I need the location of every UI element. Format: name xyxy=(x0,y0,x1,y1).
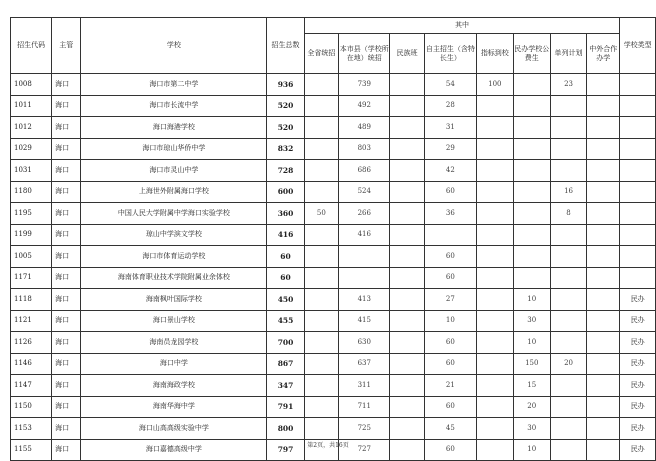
cell-total: 867 xyxy=(267,353,304,375)
cell-type xyxy=(620,267,656,289)
cell-sub-4 xyxy=(477,246,513,268)
header-sub-6: 单列计划 xyxy=(550,34,586,74)
cell-code: 1121 xyxy=(11,310,52,332)
cell-sub-7 xyxy=(587,117,620,139)
cell-sub-7 xyxy=(587,289,620,311)
cell-sub-2 xyxy=(390,332,424,354)
cell-code: 1012 xyxy=(11,117,52,139)
table-row xyxy=(11,160,656,182)
cell-sub-6 xyxy=(550,289,586,311)
cell-type xyxy=(620,181,656,203)
header-sub-5: 民办学校公费生 xyxy=(513,34,550,74)
cell-sub-6 xyxy=(550,117,586,139)
cell-type: 民办 xyxy=(620,396,656,418)
cell-sub-5 xyxy=(513,95,550,117)
header-total: 招生总数 xyxy=(267,18,304,74)
cell-sub-2 xyxy=(390,310,424,332)
cell-sub-1: 637 xyxy=(339,353,390,375)
cell-sub-0 xyxy=(304,310,338,332)
cell-sub-3: 28 xyxy=(424,95,476,117)
cell-dept: 海口 xyxy=(52,246,81,268)
header-sub-7: 中外合作办学 xyxy=(587,34,620,74)
cell-sub-1: 803 xyxy=(339,138,390,160)
cell-dept: 海口 xyxy=(52,289,81,311)
cell-sub-4: 100 xyxy=(477,74,513,96)
cell-sub-3: 60 xyxy=(424,181,476,203)
cell-sub-6 xyxy=(550,246,586,268)
cell-sub-3: 29 xyxy=(424,138,476,160)
cell-school: 海南海政学校 xyxy=(81,375,267,397)
table-row xyxy=(11,181,656,203)
cell-code: 1008 xyxy=(11,74,52,96)
cell-school: 海口景山学校 xyxy=(81,310,267,332)
cell-sub-4 xyxy=(477,375,513,397)
cell-sub-3: 45 xyxy=(424,418,476,440)
cell-total: 520 xyxy=(267,95,304,117)
cell-total: 728 xyxy=(267,160,304,182)
table-row xyxy=(11,267,656,289)
cell-sub-5: 10 xyxy=(513,289,550,311)
cell-sub-2 xyxy=(390,181,424,203)
cell-type: 民办 xyxy=(620,418,656,440)
cell-total: 455 xyxy=(267,310,304,332)
cell-sub-7 xyxy=(587,160,620,182)
table-row xyxy=(11,246,656,268)
header-sub-0: 全省统招 xyxy=(304,34,338,74)
cell-sub-1: 492 xyxy=(339,95,390,117)
cell-sub-3: 21 xyxy=(424,375,476,397)
table-row xyxy=(11,289,656,311)
cell-code: 1195 xyxy=(11,203,52,225)
cell-sub-7 xyxy=(587,203,620,225)
table-row xyxy=(11,418,656,440)
cell-dept: 海口 xyxy=(52,396,81,418)
cell-dept: 海口 xyxy=(52,375,81,397)
cell-code: 1199 xyxy=(11,224,52,246)
cell-type xyxy=(620,138,656,160)
cell-sub-4 xyxy=(477,353,513,375)
cell-sub-0 xyxy=(304,224,338,246)
table-row xyxy=(11,396,656,418)
cell-school: 海口嘉德高级中学 xyxy=(81,439,267,461)
cell-sub-4 xyxy=(477,289,513,311)
cell-sub-2 xyxy=(390,224,424,246)
cell-type xyxy=(620,95,656,117)
cell-total: 416 xyxy=(267,224,304,246)
cell-sub-5 xyxy=(513,181,550,203)
header-school: 学校 xyxy=(81,18,267,74)
cell-sub-4 xyxy=(477,138,513,160)
cell-sub-1 xyxy=(339,246,390,268)
cell-school: 海南员龙园学校 xyxy=(81,332,267,354)
cell-type: 民办 xyxy=(620,439,656,461)
cell-dept: 海口 xyxy=(52,138,81,160)
cell-sub-1: 489 xyxy=(339,117,390,139)
cell-type xyxy=(620,246,656,268)
cell-sub-7 xyxy=(587,418,620,440)
cell-dept: 海口 xyxy=(52,95,81,117)
cell-type xyxy=(620,160,656,182)
cell-type: 民办 xyxy=(620,310,656,332)
cell-sub-2 xyxy=(390,375,424,397)
cell-sub-2 xyxy=(390,246,424,268)
cell-code: 1118 xyxy=(11,289,52,311)
cell-sub-3: 31 xyxy=(424,117,476,139)
cell-sub-7 xyxy=(587,95,620,117)
table-row xyxy=(11,138,656,160)
cell-sub-0 xyxy=(304,267,338,289)
cell-sub-0 xyxy=(304,375,338,397)
cell-sub-3: 60 xyxy=(424,267,476,289)
cell-sub-2 xyxy=(390,95,424,117)
cell-sub-2 xyxy=(390,138,424,160)
cell-total: 520 xyxy=(267,117,304,139)
cell-sub-6 xyxy=(550,396,586,418)
cell-sub-3: 42 xyxy=(424,160,476,182)
cell-sub-1: 630 xyxy=(339,332,390,354)
cell-sub-2 xyxy=(390,160,424,182)
cell-total: 360 xyxy=(267,203,304,225)
cell-sub-0 xyxy=(304,418,338,440)
cell-sub-4 xyxy=(477,203,513,225)
admissions-table xyxy=(10,17,656,461)
cell-total: 797 xyxy=(267,439,304,461)
cell-type xyxy=(620,224,656,246)
cell-sub-7 xyxy=(587,375,620,397)
header-sub-3: 自主招生（含特长生） xyxy=(424,34,476,74)
cell-sub-2 xyxy=(390,353,424,375)
admissions-table-sheet xyxy=(10,17,656,461)
cell-dept: 海口 xyxy=(52,181,81,203)
cell-sub-1: 416 xyxy=(339,224,390,246)
cell-sub-1: 524 xyxy=(339,181,390,203)
cell-sub-2 xyxy=(390,289,424,311)
cell-code: 1146 xyxy=(11,353,52,375)
table-row xyxy=(11,224,656,246)
cell-sub-6: 16 xyxy=(550,181,586,203)
cell-sub-5: 20 xyxy=(513,396,550,418)
cell-sub-1: 739 xyxy=(339,74,390,96)
cell-school: 海南华海中学 xyxy=(81,396,267,418)
table-row xyxy=(11,353,656,375)
cell-dept: 海口 xyxy=(52,117,81,139)
cell-total: 60 xyxy=(267,267,304,289)
cell-code: 1031 xyxy=(11,160,52,182)
cell-sub-3: 27 xyxy=(424,289,476,311)
cell-code: 1180 xyxy=(11,181,52,203)
cell-total: 450 xyxy=(267,289,304,311)
header-dept: 主管 xyxy=(52,18,81,74)
cell-sub-7 xyxy=(587,138,620,160)
cell-sub-6 xyxy=(550,375,586,397)
cell-sub-4 xyxy=(477,267,513,289)
cell-dept: 海口 xyxy=(52,332,81,354)
cell-school: 海口市体育运动学校 xyxy=(81,246,267,268)
cell-sub-3: 60 xyxy=(424,396,476,418)
cell-sub-5: 15 xyxy=(513,375,550,397)
cell-sub-7 xyxy=(587,74,620,96)
cell-sub-6: 23 xyxy=(550,74,586,96)
cell-sub-4 xyxy=(477,95,513,117)
cell-code: 1005 xyxy=(11,246,52,268)
cell-type: 民办 xyxy=(620,332,656,354)
table-row xyxy=(11,310,656,332)
cell-code: 1011 xyxy=(11,95,52,117)
table-row xyxy=(11,203,656,225)
cell-total: 347 xyxy=(267,375,304,397)
table-row xyxy=(11,117,656,139)
header-sub-1: 本市县（学校所在地）统招 xyxy=(339,34,390,74)
cell-sub-6 xyxy=(550,310,586,332)
cell-dept: 海口 xyxy=(52,160,81,182)
cell-sub-3: 60 xyxy=(424,246,476,268)
cell-sub-7 xyxy=(587,224,620,246)
cell-sub-0 xyxy=(304,138,338,160)
cell-sub-0 xyxy=(304,332,338,354)
cell-dept: 海口 xyxy=(52,224,81,246)
cell-total: 832 xyxy=(267,138,304,160)
cell-sub-1: 711 xyxy=(339,396,390,418)
cell-sub-6 xyxy=(550,95,586,117)
cell-sub-5 xyxy=(513,160,550,182)
cell-sub-4 xyxy=(477,181,513,203)
cell-sub-2 xyxy=(390,74,424,96)
cell-total: 800 xyxy=(267,418,304,440)
cell-code: 1126 xyxy=(11,332,52,354)
cell-sub-0 xyxy=(304,160,338,182)
cell-sub-3 xyxy=(424,224,476,246)
cell-school: 海南枫叶国际学校 xyxy=(81,289,267,311)
cell-type: 民办 xyxy=(620,375,656,397)
cell-sub-4 xyxy=(477,418,513,440)
cell-sub-2 xyxy=(390,267,424,289)
cell-type xyxy=(620,203,656,225)
cell-sub-3: 60 xyxy=(424,332,476,354)
cell-sub-4 xyxy=(477,396,513,418)
cell-sub-6 xyxy=(550,160,586,182)
cell-sub-5: 150 xyxy=(513,353,550,375)
table-row xyxy=(11,74,656,96)
cell-code: 1150 xyxy=(11,396,52,418)
cell-sub-0 xyxy=(304,289,338,311)
table-row xyxy=(11,375,656,397)
cell-sub-5: 10 xyxy=(513,439,550,461)
cell-sub-5 xyxy=(513,224,550,246)
cell-sub-7 xyxy=(587,332,620,354)
cell-type: 民办 xyxy=(620,353,656,375)
cell-total: 791 xyxy=(267,396,304,418)
cell-sub-5: 10 xyxy=(513,332,550,354)
cell-sub-1: 311 xyxy=(339,375,390,397)
cell-sub-0 xyxy=(304,353,338,375)
cell-sub-7 xyxy=(587,246,620,268)
cell-sub-5 xyxy=(513,246,550,268)
cell-school: 上海世外附属海口学校 xyxy=(81,181,267,203)
cell-code: 1171 xyxy=(11,267,52,289)
cell-school: 海口中学 xyxy=(81,353,267,375)
cell-sub-6 xyxy=(550,267,586,289)
cell-sub-1: 413 xyxy=(339,289,390,311)
cell-sub-0 xyxy=(304,181,338,203)
cell-code: 1153 xyxy=(11,418,52,440)
cell-sub-2 xyxy=(390,117,424,139)
page-footer: 第2页，共16页 xyxy=(307,442,349,449)
cell-sub-3: 60 xyxy=(424,439,476,461)
cell-dept: 海口 xyxy=(52,439,81,461)
cell-sub-3: 36 xyxy=(424,203,476,225)
table-row xyxy=(11,332,656,354)
cell-sub-2 xyxy=(390,396,424,418)
cell-school: 海口市长流中学 xyxy=(81,95,267,117)
header-sub-2: 民族班 xyxy=(390,34,424,74)
cell-sub-1: 686 xyxy=(339,160,390,182)
cell-sub-4 xyxy=(477,310,513,332)
cell-sub-5: 30 xyxy=(513,310,550,332)
cell-school: 海南体育职业技术学院附属业余体校 xyxy=(81,267,267,289)
cell-school: 海口山高高级实验中学 xyxy=(81,418,267,440)
cell-sub-7 xyxy=(587,353,620,375)
cell-total: 936 xyxy=(267,74,304,96)
header-group: 其中 xyxy=(304,18,620,34)
cell-dept: 海口 xyxy=(52,267,81,289)
cell-dept: 海口 xyxy=(52,353,81,375)
cell-sub-5 xyxy=(513,138,550,160)
cell-sub-6 xyxy=(550,138,586,160)
cell-sub-1: 725 xyxy=(339,418,390,440)
cell-sub-4 xyxy=(477,160,513,182)
cell-sub-2 xyxy=(390,418,424,440)
cell-sub-5 xyxy=(513,203,550,225)
cell-school: 海口市琼山华侨中学 xyxy=(81,138,267,160)
cell-school: 海口海港学校 xyxy=(81,117,267,139)
cell-sub-3: 60 xyxy=(424,353,476,375)
cell-school: 琼山中学滨文学校 xyxy=(81,224,267,246)
cell-sub-3: 10 xyxy=(424,310,476,332)
cell-code: 1155 xyxy=(11,439,52,461)
cell-total: 60 xyxy=(267,246,304,268)
cell-sub-5 xyxy=(513,74,550,96)
cell-sub-1: 266 xyxy=(339,203,390,225)
cell-type xyxy=(620,117,656,139)
cell-dept: 海口 xyxy=(52,418,81,440)
cell-dept: 海口 xyxy=(52,310,81,332)
cell-school: 中国人民大学附属中学海口实验学校 xyxy=(81,203,267,225)
cell-total: 700 xyxy=(267,332,304,354)
cell-sub-7 xyxy=(587,267,620,289)
cell-sub-6 xyxy=(550,332,586,354)
cell-sub-1: 415 xyxy=(339,310,390,332)
cell-sub-6 xyxy=(550,418,586,440)
cell-code: 1029 xyxy=(11,138,52,160)
cell-school: 海口市灵山中学 xyxy=(81,160,267,182)
cell-sub-6: 20 xyxy=(550,353,586,375)
cell-sub-4 xyxy=(477,224,513,246)
cell-sub-5 xyxy=(513,117,550,139)
cell-sub-6 xyxy=(550,224,586,246)
cell-type xyxy=(620,74,656,96)
cell-sub-1: 727 xyxy=(339,439,390,461)
header-sub-4: 指标到校 xyxy=(477,34,513,74)
cell-sub-2 xyxy=(390,203,424,225)
cell-code: 1147 xyxy=(11,375,52,397)
cell-sub-5 xyxy=(513,267,550,289)
cell-sub-0 xyxy=(304,246,338,268)
cell-dept: 海口 xyxy=(52,203,81,225)
cell-sub-7 xyxy=(587,396,620,418)
cell-type: 民办 xyxy=(620,289,656,311)
cell-sub-1 xyxy=(339,267,390,289)
cell-school: 海口市第二中学 xyxy=(81,74,267,96)
cell-sub-4 xyxy=(477,332,513,354)
cell-sub-0 xyxy=(304,117,338,139)
cell-sub-0: 50 xyxy=(304,203,338,225)
cell-sub-7 xyxy=(587,310,620,332)
cell-sub-4 xyxy=(477,117,513,139)
cell-sub-5: 30 xyxy=(513,418,550,440)
cell-sub-3: 54 xyxy=(424,74,476,96)
cell-total: 600 xyxy=(267,181,304,203)
cell-sub-7 xyxy=(587,181,620,203)
cell-dept: 海口 xyxy=(52,74,81,96)
cell-sub-0 xyxy=(304,396,338,418)
header-code: 招生代码 xyxy=(11,18,52,74)
header-type: 学校类型 xyxy=(620,18,656,74)
cell-sub-0 xyxy=(304,95,338,117)
cell-sub-6: 8 xyxy=(550,203,586,225)
cell-sub-0 xyxy=(304,74,338,96)
table-row xyxy=(11,95,656,117)
